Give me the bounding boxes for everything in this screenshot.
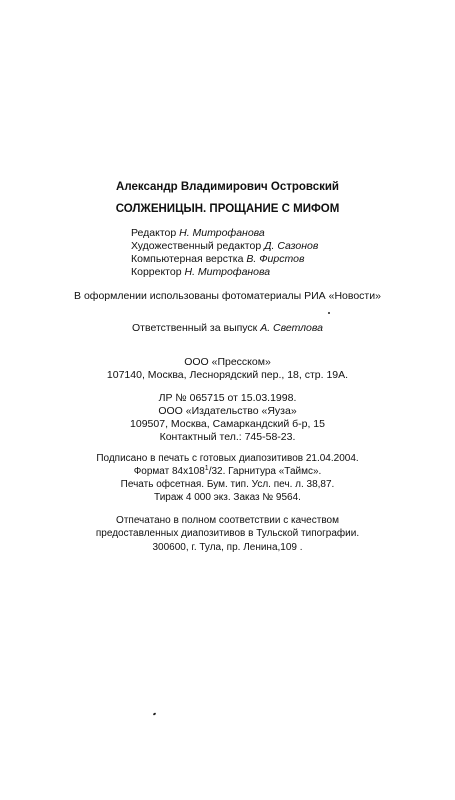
ink-mark xyxy=(153,712,157,715)
format-line xyxy=(0,465,455,478)
format-sup: 1 xyxy=(204,465,209,472)
credit-role: Корректор xyxy=(131,266,182,278)
publisher-company: ООО «Издательство «Яуза» xyxy=(158,405,297,417)
credit-role: Художественный редактор xyxy=(131,240,262,252)
license-line: ЛР № 065715 от 15.03.1998. xyxy=(158,392,297,404)
printer-company: ООО «Пресском» xyxy=(184,356,271,368)
photo-note: В оформлении использованы фотоматериалы РИА «Новости» xyxy=(74,290,381,302)
publisher-phone: Контактный тел.: 745-58-23. xyxy=(159,431,296,443)
credit-name: В. Фирстов xyxy=(246,253,305,265)
responsible-line xyxy=(0,322,455,335)
print-house-line3: 300600, г. Тула, пр. Ленина,109 . xyxy=(152,542,303,553)
credit-name: Н. Митрофанова xyxy=(179,227,265,239)
printer-address: 107140, Москва, Леснорядский пер., 18, стр. 19А. xyxy=(106,369,349,381)
responsible-name: А. Светлова xyxy=(260,322,323,334)
credit-editor xyxy=(131,227,265,240)
format-prefix: Формат 84х108 xyxy=(133,466,205,477)
format-suffix: /32. Гарнитура «Таймс». xyxy=(208,466,322,477)
print-run-line: Тираж 4 000 экз. Заказ № 9564. xyxy=(154,492,301,503)
credit-name: Н. Митрофанова xyxy=(184,266,271,278)
author-name: Александр Владимирович Островский xyxy=(116,181,339,193)
credit-layout xyxy=(131,253,304,266)
credit-art-editor xyxy=(131,240,318,253)
credit-proofreader xyxy=(131,266,270,279)
publisher-address: 109507, Москва, Самаркандский б-р, 15 xyxy=(130,418,325,430)
credit-role: Редактор xyxy=(131,227,177,239)
paper-line: Печать офсетная. Бум. тип. Усл. печ. л. 38,87. xyxy=(120,479,335,490)
print-house-line1: Отпечатано в полном соответствии с качеством xyxy=(116,515,339,526)
signed-for-print: Подписано в печать с готовых диапозитивов 21.04.2004. xyxy=(96,453,359,464)
credit-name: Д. Сазонов xyxy=(264,240,319,252)
print-house-line2: предоставленных диапозитивов в Тульской типографии. xyxy=(95,528,360,539)
credit-role: Компьютерная верстка xyxy=(131,253,244,265)
speck-mark xyxy=(328,312,330,314)
book-title: СОЛЖЕНИЦЫН. ПРОЩАНИЕ С МИФОМ xyxy=(115,203,340,215)
responsible-label: Ответственный за выпуск xyxy=(132,322,258,334)
